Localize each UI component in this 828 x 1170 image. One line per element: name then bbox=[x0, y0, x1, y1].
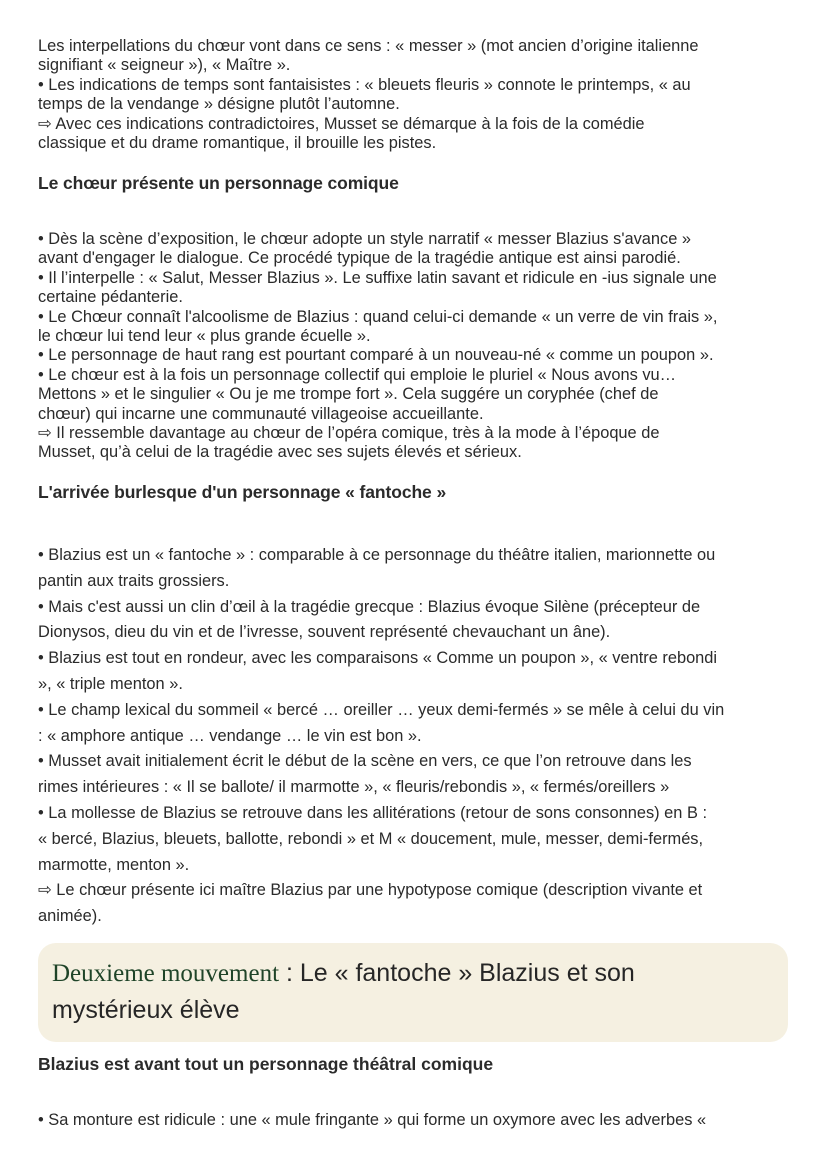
text-line: « bercé, Blazius, bleuets, ballotte, rebondi » et M « doucement, mule, messer, demi-fermés, bbox=[38, 829, 704, 848]
text-line: temps de la vendange » désigne plutôt l’automne. bbox=[38, 95, 400, 114]
callout-title-part1: Le « fantoche » Blazius et son bbox=[299, 959, 635, 987]
text-line: • Le champ lexical du sommeil « bercé … oreiller … yeux demi-fermés » se mêle à celui du vin bbox=[38, 700, 725, 719]
callout-separator: : bbox=[279, 959, 300, 987]
text-line: pantin aux traits grossiers. bbox=[38, 571, 230, 590]
theatral-paragraph bbox=[38, 1108, 706, 1134]
text-line: • Blazius est un « fantoche » : comparable à ce personnage du théâtre italien, marionnette ou bbox=[38, 546, 716, 564]
callout-lead: Deuxieme mouvement bbox=[52, 960, 280, 987]
text-line: animée). bbox=[38, 907, 102, 926]
text-line: ⇨ Il ressemble davantage au chœur de l’opéra comique, très à la mode à l’époque de bbox=[38, 424, 660, 443]
text-line: Mettons » et le singulier « Ou je me trompe fort ». Cela suggére un coryphée (chef de bbox=[38, 385, 659, 404]
text-line: certaine pédanterie. bbox=[38, 288, 183, 307]
text-line: • Le chœur est à la fois un personnage collectif qui emploie le pluriel « Nous avons vu… bbox=[38, 365, 677, 384]
text-line: : « amphore antique … vendange … le vin est bon ». bbox=[38, 726, 422, 745]
text-line: • Le personnage de haut rang est pourtant comparé à un nouveau-né « comme un poupon ». bbox=[38, 346, 714, 365]
text-line: • Il l’interpelle : « Salut, Messer Blazius ». Le suffixe latin savant et ridicule en -ius signale une bbox=[38, 268, 717, 287]
text-line: classique et du drame romantique, il brouille les pistes. bbox=[38, 134, 437, 153]
text-line: • Mais c'est aussi un clin d’œil à la tragédie grecque : Blazius évoque Silène (précepteur de bbox=[38, 597, 701, 616]
intro-paragraph bbox=[38, 37, 699, 153]
text-line: le chœur lui tend leur « plus grande écuelle ». bbox=[38, 327, 371, 346]
section-heading-arrivee: L'arrivée burlesque d'un personnage « fantoche » bbox=[38, 482, 447, 502]
text-line: Les interpellations du chœur vont dans ce sens : « messer » (mot ancien d’origine italienne bbox=[38, 37, 699, 55]
text-line: • Sa monture est ridicule : une « mule fringante » qui forme un oxymore avec les adverbes « bbox=[38, 1111, 707, 1129]
callout-title-part2: mystérieux élève bbox=[52, 996, 240, 1024]
arrivee-paragraph bbox=[38, 543, 724, 930]
text-line: chœur) qui incarne une communauté villageoise accueillante. bbox=[38, 404, 484, 423]
text-line: Musset, qu’à celui de la tragédie avec ses sujets élevés et sérieux. bbox=[38, 443, 522, 462]
text-line: • Les indications de temps sont fantaisistes : « bleuets fleuris » connote le printemps, « au bbox=[38, 75, 691, 94]
text-line: », « triple menton ». bbox=[38, 674, 183, 693]
text-line: • Dès la scène d’exposition, le chœur adopte un style narratif « messer Blazius s'avance » bbox=[38, 230, 691, 248]
text-line: ⇨ Le chœur présente ici maître Blazius par une hypotypose comique (description vivante et bbox=[38, 881, 703, 900]
text-line: ⇨ Avec ces indications contradictoires, Musset se démarque à la fois de la comédie bbox=[38, 114, 645, 133]
section-heading-theatral: Blazius est avant tout un personnage théâtral comique bbox=[38, 1054, 494, 1074]
movement-callout bbox=[38, 943, 788, 1042]
choeur-paragraph bbox=[38, 230, 717, 463]
text-line: marmotte, menton ». bbox=[38, 855, 190, 874]
text-line: • Musset avait initialement écrit le début de la scène en vers, ce que l’on retrouve dans les bbox=[38, 752, 692, 771]
text-line: • La mollesse de Blazius se retrouve dans les allitérations (retour de sons consonnes) en B : bbox=[38, 803, 707, 822]
section-heading-choeur: Le chœur présente un personnage comique bbox=[38, 173, 399, 193]
text-line: rimes intérieures : « Il se ballote/ il marmotte », « fleuris/rebondis », « fermés/oreillers » bbox=[38, 778, 670, 797]
text-line: • Le Chœur connaît l'alcoolisme de Blazius : quand celui-ci demande « un verre de vin frais », bbox=[38, 307, 718, 326]
text-line: avant d'engager le dialogue. Ce procédé typique de la tragédie antique est ainsi parodié. bbox=[38, 249, 681, 268]
text-line: signifiant « seigneur »), « Maître ». bbox=[38, 56, 291, 75]
text-line: Dionysos, dieu du vin et de l’ivresse, souvent représenté chevauchant un âne). bbox=[38, 623, 611, 642]
text-line: • Blazius est tout en rondeur, avec les comparaisons « Comme un poupon », « ventre rebondi bbox=[38, 649, 718, 668]
